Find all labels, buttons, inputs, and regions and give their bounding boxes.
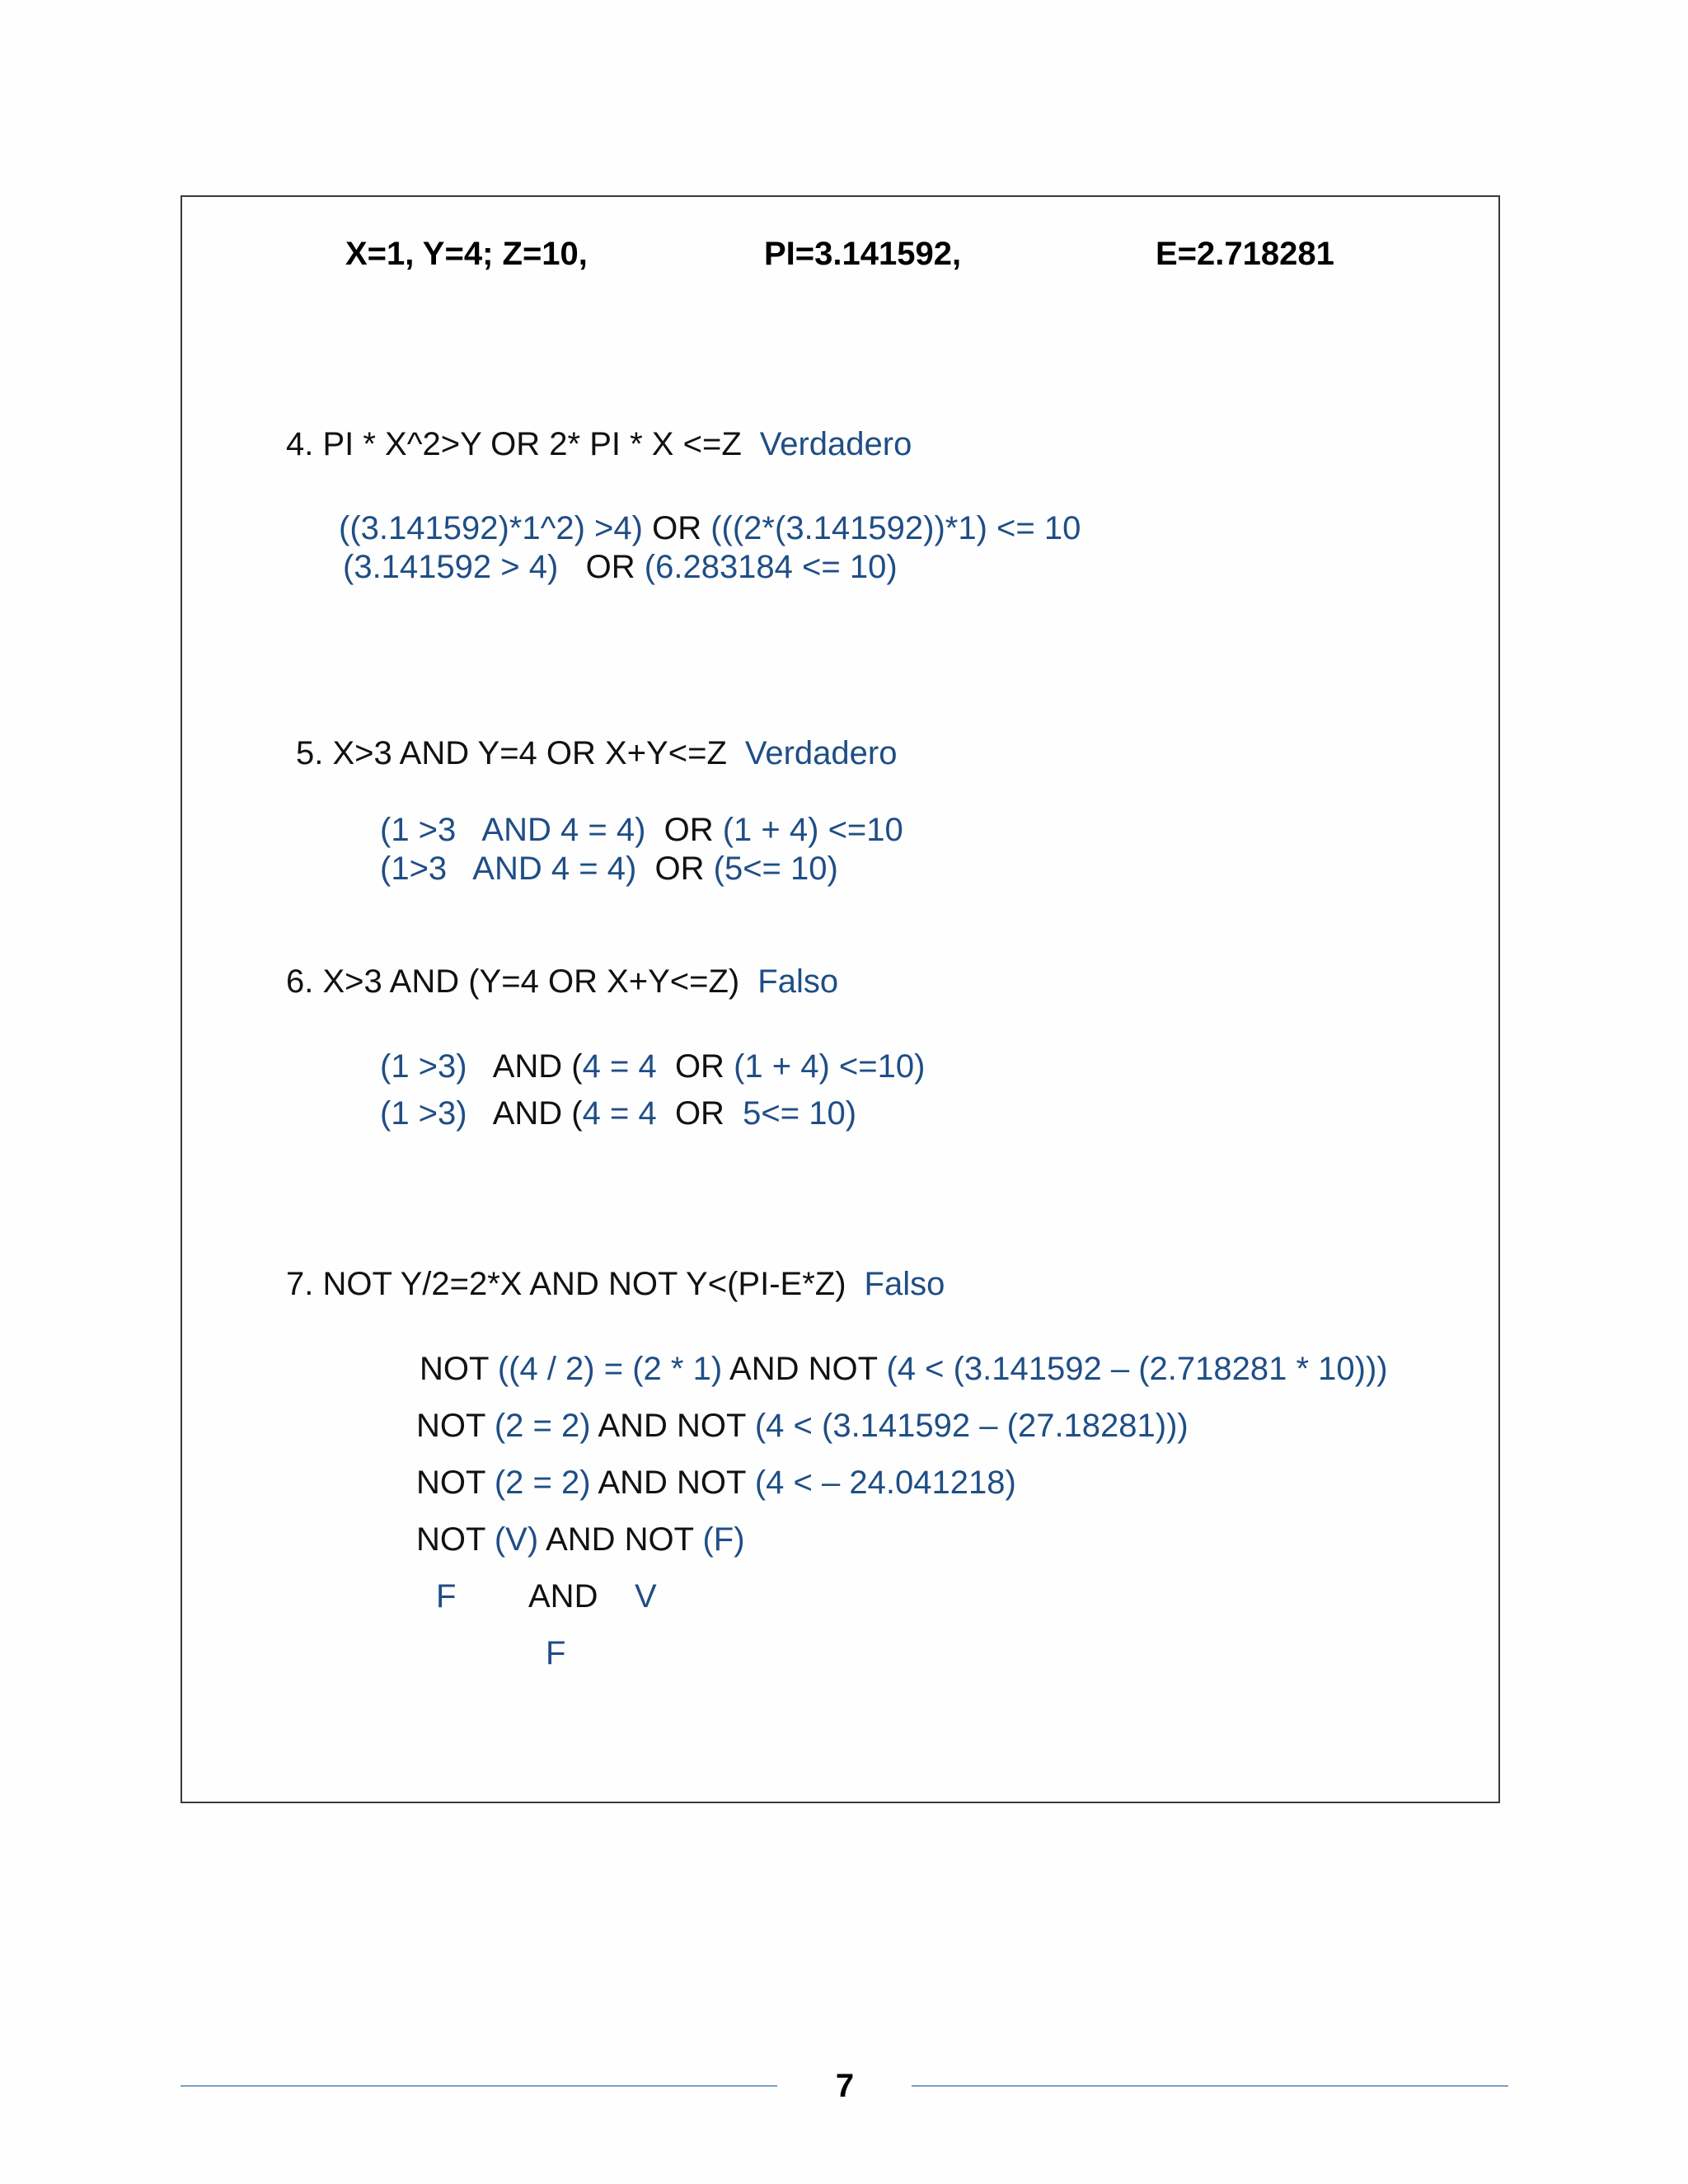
step-operand: (1 >3 AND 4 = 4) xyxy=(380,812,646,848)
step-operator: AND NOT xyxy=(538,1521,703,1558)
step-operand: (1 + 4) <=10) xyxy=(734,1048,926,1085)
step-operand: ((4 / 2) = (2 * 1) xyxy=(497,1351,723,1387)
exercise-5-step-1 xyxy=(380,811,903,849)
footer-rule-right xyxy=(912,2085,1508,2087)
exercise-7-step-5-left: F xyxy=(436,1578,457,1615)
exercise-6-step-2 xyxy=(380,1094,856,1132)
exercise-7-step-4 xyxy=(416,1521,745,1558)
exercise-7-step-5-right: V xyxy=(635,1578,657,1615)
exercise-5-expression: 5. X>3 AND Y=4 OR X+Y<=Z xyxy=(296,735,727,771)
step-operator: OR xyxy=(636,851,714,887)
exercise-7-step-5-operator: AND xyxy=(528,1578,598,1615)
step-operand: (V) xyxy=(494,1521,539,1558)
step-operator: AND ( xyxy=(467,1095,583,1132)
exercise-4-step-1 xyxy=(339,509,1081,547)
step-operand: 4 = 4 xyxy=(582,1048,657,1085)
step-operand: 4 = 4 xyxy=(582,1095,657,1132)
step-operand: (((2*(3.141592))*1) <= 10 xyxy=(710,510,1081,546)
step-operator: OR xyxy=(642,510,711,546)
step-operator: AND NOT xyxy=(722,1351,887,1387)
step-operator: AND NOT xyxy=(590,1465,755,1501)
exercise-5-statement xyxy=(296,734,897,772)
exercise-5-result: Verdadero xyxy=(744,735,898,771)
exercise-4-result: Verdadero xyxy=(759,426,912,462)
exercise-5-step-2 xyxy=(380,850,838,888)
step-operand: (3.141592 > 4) xyxy=(343,549,559,585)
step-operator: OR xyxy=(558,549,645,585)
exercise-4-statement xyxy=(286,425,912,463)
exercise-7-step-6: F xyxy=(546,1635,566,1671)
variables-header: X=1, Y=4; Z=10, xyxy=(345,236,588,272)
exercise-7-step-1 xyxy=(420,1350,1388,1388)
step-operator: OR xyxy=(656,1095,743,1132)
step-operand: (5<= 10) xyxy=(713,851,838,887)
step-operator: OR xyxy=(645,812,723,848)
step-operand: (1>3 AND 4 = 4) xyxy=(380,851,637,887)
exercise-6-expression: 6. X>3 AND (Y=4 OR X+Y<=Z) xyxy=(286,963,740,1000)
step-operator: AND ( xyxy=(467,1048,583,1085)
step-operand: (2 = 2) xyxy=(494,1408,591,1444)
exercise-7-statement xyxy=(286,1265,945,1303)
exercise-7-step-2 xyxy=(416,1407,1189,1445)
step-operand: (2 = 2) xyxy=(494,1465,591,1501)
footer-rule-left xyxy=(181,2085,777,2087)
step-operator: NOT xyxy=(416,1465,495,1501)
step-operator: NOT xyxy=(420,1351,498,1387)
exercise-6-result: Falso xyxy=(757,963,839,1000)
step-operand: (4 < (3.141592 – (2.718281 * 10))) xyxy=(886,1351,1388,1387)
pi-value: PI=3.141592, xyxy=(764,236,962,272)
step-operand: (F) xyxy=(702,1521,745,1558)
exercise-4-step-2 xyxy=(343,548,898,586)
step-operator: NOT xyxy=(416,1408,495,1444)
step-operator: OR xyxy=(656,1048,734,1085)
step-operand: (1 >3) xyxy=(380,1048,467,1085)
step-operand: ((3.141592)*1^2) >4) xyxy=(339,510,643,546)
step-operand: (6.283184 <= 10) xyxy=(644,549,898,585)
step-operand: (1 + 4) <=10 xyxy=(722,812,903,848)
step-operand: (4 < – 24.041218) xyxy=(754,1465,1016,1501)
e-value: E=2.718281 xyxy=(1156,236,1334,272)
step-operand: (1 >3) xyxy=(380,1095,467,1132)
exercise-7-step-3 xyxy=(416,1464,1016,1502)
exercise-6-statement xyxy=(286,963,838,1001)
exercise-7-expression: 7. NOT Y/2=2*X AND NOT Y<(PI-E*Z) xyxy=(286,1266,846,1302)
step-operator: AND NOT xyxy=(590,1408,755,1444)
page-number: 7 xyxy=(835,2068,855,2104)
exercise-7-result: Falso xyxy=(864,1266,945,1302)
exercise-4-expression: 4. PI * X^2>Y OR 2* PI * X <=Z xyxy=(286,426,742,462)
step-operator: NOT xyxy=(416,1521,495,1558)
step-operand: 5<= 10) xyxy=(743,1095,857,1132)
exercise-6-step-1 xyxy=(380,1047,925,1085)
step-operand: (4 < (3.141592 – (27.18281))) xyxy=(754,1408,1189,1444)
